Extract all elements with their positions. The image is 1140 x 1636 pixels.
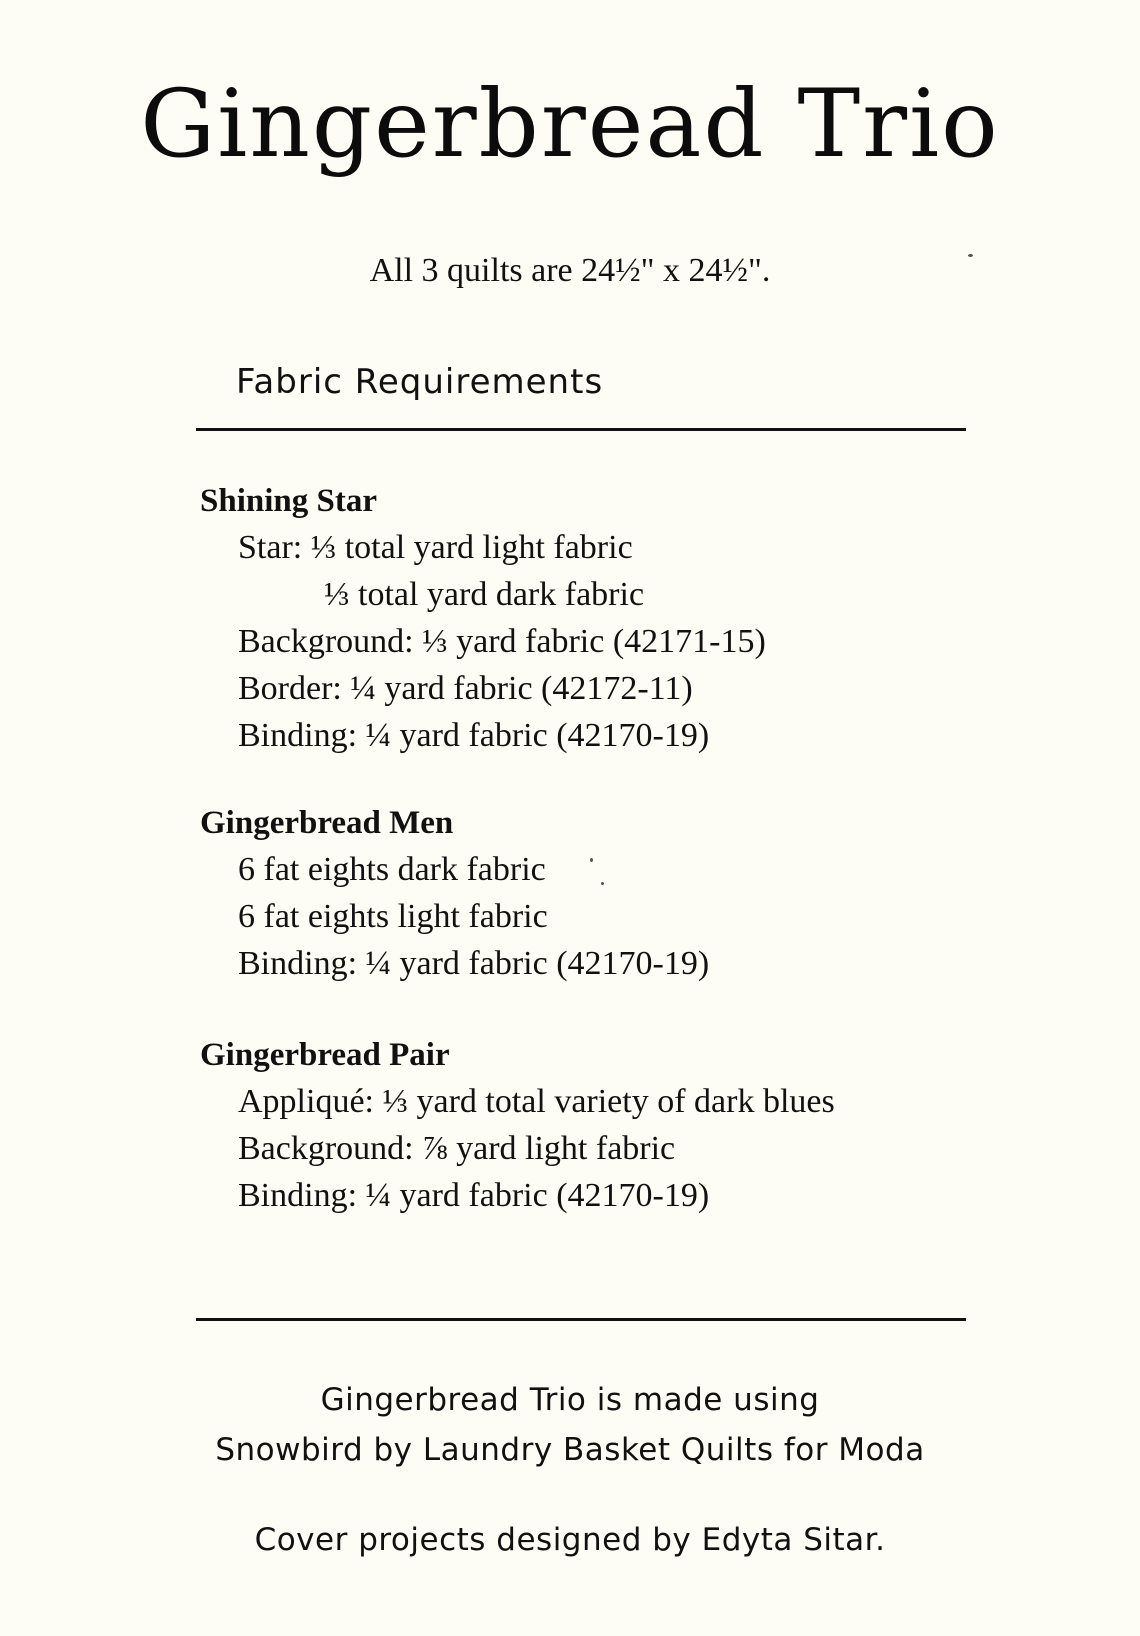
requirement-line: ⅓ total yard dark fabric [324,576,645,613]
quilt-gingerbread-pair [200,1032,835,1219]
requirement-line: Binding: ¼ yard fabric (42170-19) [238,1177,710,1214]
requirement-line: Binding: ¼ yard fabric (42170-19) [238,945,710,982]
bottom-divider [196,1318,966,1321]
fabric-requirements-heading: Fabric Requirements [236,362,604,402]
quilt-size-note: All 3 quilts are 24½" x 24½". [369,252,771,289]
designer-credit: Cover projects designed by Edyta Sitar. [254,1522,886,1558]
requirement-line: Background: ⅓ yard fabric (42171-15) [238,623,766,660]
requirement-line: Border: ¼ yard fabric (42172-11) [238,670,693,707]
paper-speck [968,254,973,257]
quilt-name: Gingerbread Pair [200,1037,450,1073]
credit-line: Gingerbread Trio is made using [320,1382,820,1418]
requirement-line: Appliqué: ⅓ yard total variety of dark blues [238,1083,835,1120]
quilt-name: Shining Star [200,483,377,519]
requirement-line: Binding: ¼ yard fabric (42170-19) [238,717,710,754]
quilt-gingerbread-men [200,800,709,987]
top-divider [196,428,966,431]
paper-speck [601,882,604,885]
credit-line: Snowbird by Laundry Basket Quilts for Moda [215,1432,925,1468]
requirement-line: Star: ⅓ total yard light fabric [238,529,633,566]
quilt-name: Gingerbread Men [200,805,454,841]
paper-speck [590,858,593,862]
requirement-line: Background: ⅞ yard light fabric [238,1130,676,1167]
requirement-line: 6 fat eights light fabric [238,898,548,935]
page-title: Gingerbread Trio [140,70,1000,179]
requirement-line: 6 fat eights dark fabric [238,851,546,888]
quilt-shining-star [200,478,766,759]
